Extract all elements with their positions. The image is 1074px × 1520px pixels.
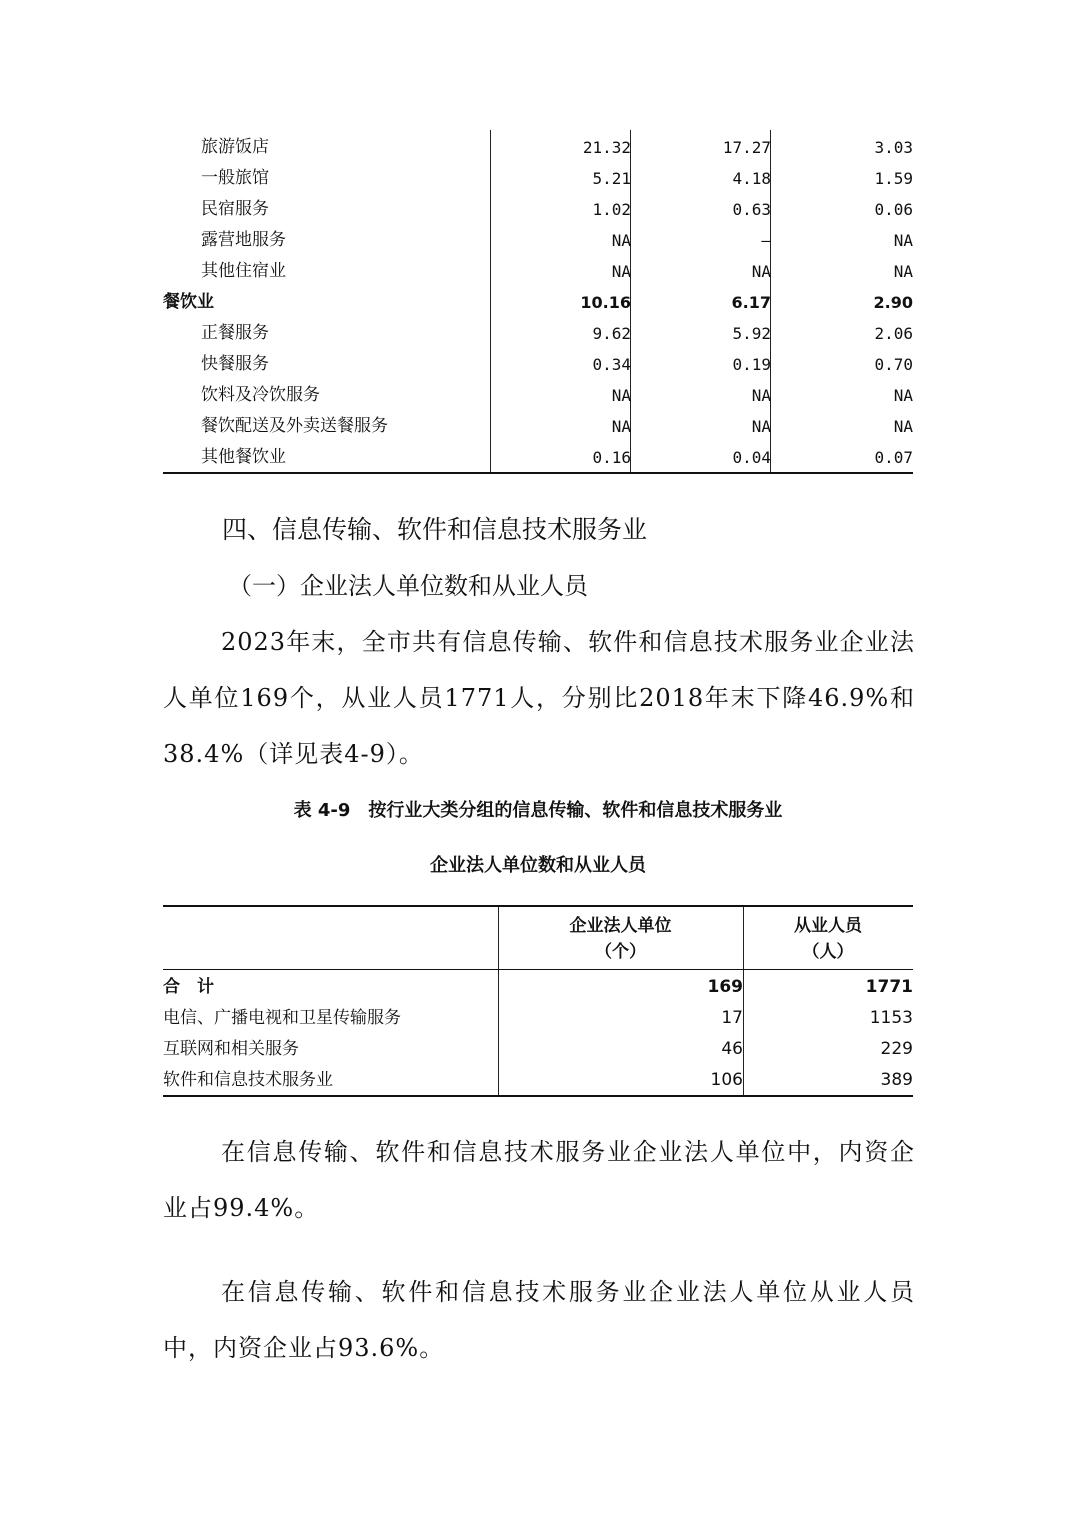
- paragraph-domestic-persons: 在信息传输、软件和信息技术服务业企业法人单位从业人员中，内资企业占93.6%。: [163, 1278, 915, 1362]
- table-caption-line1: 表 4-9 按行业大类分组的信息传输、软件和信息技术服务业: [293, 800, 783, 821]
- header-units-unit: （个）: [595, 942, 646, 962]
- row-label: 餐饮配送及外卖送餐服务: [201, 416, 388, 436]
- cell-value: 0.19: [732, 355, 771, 374]
- paragraph-summary: 2023年末，全市共有信息传输、软件和信息技术服务业企业法人单位169个，从业人员1771人，分别比2018年末下降46.9%和38.4%（详见表4-9）。: [163, 628, 915, 768]
- table-row: [163, 349, 913, 380]
- cell-value: NA: [611, 231, 631, 250]
- cell-value: 1.02: [592, 200, 631, 219]
- header-persons-label: 从业人员: [794, 916, 862, 936]
- table-row: [163, 287, 913, 318]
- row-label: 旅游饭店: [201, 137, 269, 157]
- table-row: [163, 163, 913, 194]
- table-row: [163, 1034, 913, 1065]
- paragraph-domestic-units: 在信息传输、软件和信息技术服务业企业法人单位中，内资企业占99.4%。: [163, 1138, 915, 1222]
- row-label: 民宿服务: [201, 199, 269, 219]
- cell-value: 1.59: [874, 169, 913, 188]
- row-label: 餐饮业: [163, 292, 214, 312]
- header-rule: [163, 969, 913, 970]
- cell-value: 2.06: [874, 324, 913, 343]
- cell-units: 46: [721, 1039, 743, 1059]
- cell-persons: 1771: [865, 977, 913, 997]
- row-label: 合 计: [163, 977, 214, 997]
- cell-units: 169: [707, 977, 743, 997]
- header-persons-unit: （人）: [802, 942, 854, 962]
- table-row: [163, 256, 913, 287]
- cell-value: NA: [893, 231, 913, 250]
- cell-value: 0.06: [874, 200, 913, 219]
- table-bottom-rule: [163, 1095, 913, 1097]
- table-row: [163, 318, 913, 349]
- row-label: 其他餐饮业: [201, 447, 286, 467]
- cell-value: 17.27: [722, 138, 771, 157]
- row-label: 正餐服务: [201, 323, 269, 343]
- cell-value: 0.63: [732, 200, 771, 219]
- row-label: 快餐服务: [201, 354, 269, 374]
- row-label: 一般旅馆: [201, 168, 269, 188]
- cell-value: 9.62: [592, 324, 631, 343]
- header-persons: [743, 913, 913, 965]
- cell-value: NA: [893, 262, 913, 281]
- table-row: [163, 380, 913, 411]
- cell-value: 6.17: [731, 293, 771, 312]
- cell-value: 2.90: [873, 293, 913, 312]
- section-subheading: （一）企业法人单位数和从业人员: [228, 572, 588, 600]
- cell-value: 0.04: [732, 448, 771, 467]
- table-row: [163, 972, 913, 1003]
- cell-units: 17: [721, 1008, 743, 1028]
- cell-value: 0.07: [874, 448, 913, 467]
- cell-value: NA: [893, 386, 913, 405]
- table-top-rule: [163, 905, 913, 907]
- cell-value: 5.92: [732, 324, 771, 343]
- cell-value: 0.34: [592, 355, 631, 374]
- header-units: [498, 913, 743, 965]
- cell-value: 3.03: [874, 138, 913, 157]
- table-row: [163, 442, 913, 473]
- cell-value: NA: [751, 417, 771, 436]
- table-row: [163, 225, 913, 256]
- row-label: 互联网和相关服务: [163, 1039, 299, 1059]
- cell-persons: 1153: [869, 1008, 913, 1028]
- cell-persons: 389: [880, 1070, 913, 1090]
- table-4-9: [163, 905, 913, 1097]
- cell-value: 21.32: [582, 138, 631, 157]
- section-heading: 四、信息传输、软件和信息技术服务业: [222, 515, 648, 544]
- cell-value: —: [761, 231, 771, 250]
- cell-value: NA: [611, 417, 631, 436]
- cell-value: NA: [751, 262, 771, 281]
- cell-value: NA: [611, 262, 631, 281]
- row-label: 饮料及冷饮服务: [201, 385, 320, 405]
- table-row: [163, 1065, 913, 1096]
- cell-value: NA: [893, 417, 913, 436]
- row-label: 露营地服务: [201, 230, 286, 250]
- table-caption-line2: 企业法人单位数和从业人员: [430, 855, 646, 876]
- cell-value: 10.16: [580, 293, 631, 312]
- row-label: 电信、广播电视和卫星传输服务: [163, 1008, 401, 1028]
- cell-value: NA: [611, 386, 631, 405]
- table-row: [163, 194, 913, 225]
- continued-industry-table: [163, 130, 913, 474]
- table-row: [163, 411, 913, 442]
- cell-value: 5.21: [592, 169, 631, 188]
- cell-value: 0.70: [874, 355, 913, 374]
- cell-value: 0.16: [592, 448, 631, 467]
- table-bottom-rule: [163, 472, 913, 474]
- header-units-label: 企业法人单位: [569, 916, 672, 936]
- row-label: 软件和信息技术服务业: [163, 1070, 333, 1090]
- cell-persons: 229: [880, 1039, 913, 1059]
- cell-units: 106: [710, 1070, 743, 1090]
- cell-value: NA: [751, 386, 771, 405]
- row-label: 其他住宿业: [201, 261, 286, 281]
- cell-value: 4.18: [732, 169, 771, 188]
- table-row: [163, 1003, 913, 1034]
- table-row: [163, 132, 913, 163]
